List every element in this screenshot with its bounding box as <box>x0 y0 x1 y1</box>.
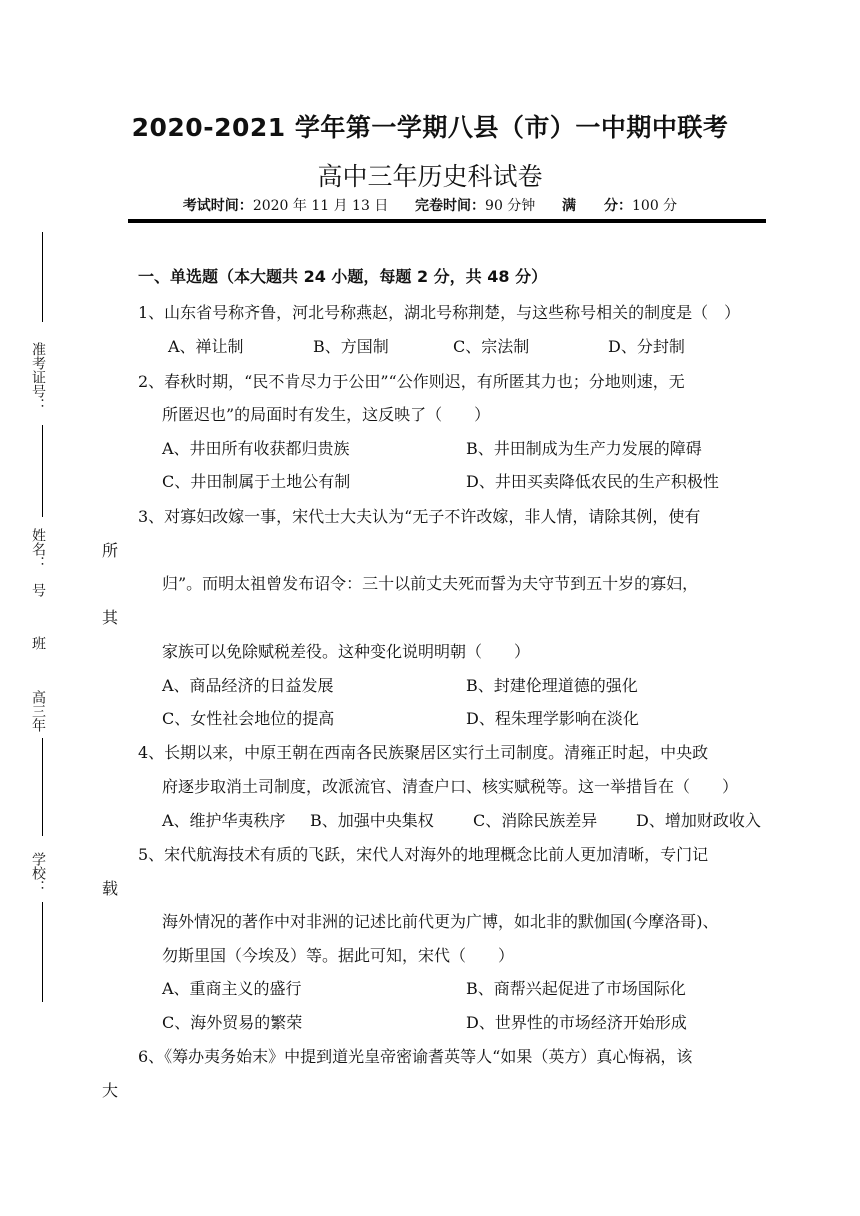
question-2-stem-line2: 所匿迟也”的局面时有发生，这反映了（ ） <box>162 405 491 424</box>
question-3-option-a: A、商品经济的日益发展 <box>162 676 334 695</box>
question-3-stem-overflow2: 其 <box>102 608 119 627</box>
question-1-option-b: B、方国制 <box>313 337 389 356</box>
question-2-option-b: B、井田制成为生产力发展的障碍 <box>466 439 702 458</box>
exam-info <box>0 195 860 215</box>
question-1-option-a: A、禅让制 <box>168 337 244 356</box>
duration-label: 完卷时间： <box>415 198 486 214</box>
exam-time-value: 2020 年 11 月 13 日 <box>252 198 389 214</box>
question-4-stem-line1: 4、长期以来，中原王朝在西南各民族聚居区实行土司制度。清雍正时起，中央政 <box>138 743 709 762</box>
question-4-option-c: C、消除民族差异 <box>473 811 598 830</box>
sidebar-line <box>42 425 43 517</box>
sidebar-number-label: 号 <box>30 583 46 597</box>
question-2-option-a: A、井田所有收获都归贵族 <box>162 439 350 458</box>
exam-time-label: 考试时间： <box>182 198 253 214</box>
exam-subtitle: 高中三年历史科试卷 <box>317 162 543 191</box>
question-5-option-a: A、重商主义的盛行 <box>162 979 302 998</box>
question-3-stem-overflow1: 所 <box>102 541 119 560</box>
question-4-option-d: D、增加财政收入 <box>636 811 761 830</box>
score-label: 满 分： <box>562 198 632 214</box>
question-5-option-c: C、海外贸易的繁荣 <box>162 1013 303 1032</box>
duration-value: 90 分钟 <box>485 198 536 214</box>
sidebar-school-label: 学校： <box>30 852 46 894</box>
question-4-option-b: B、加强中央集权 <box>310 811 434 830</box>
question-2-option-c: C、井田制属于土地公有制 <box>162 472 351 491</box>
question-5-stem-overflow1: 载 <box>102 879 119 898</box>
question-2-stem-line1: 2、春秋时期，“民不肯尽力于公田”“公作则迟，有所匿其力也；分地则速，无 <box>138 372 685 391</box>
question-5-option-d: D、世界性的市场经济开始形成 <box>466 1013 687 1032</box>
section-title: 一、单选题（本大题共 24 小题，每题 2 分，共 48 分） <box>138 267 548 286</box>
sidebar-grade-label: 高三年 <box>30 690 46 732</box>
question-3-option-c: C、女性社会地位的提高 <box>162 709 335 728</box>
sidebar-line <box>42 232 43 322</box>
sidebar-exam-number-label: 准考证号： <box>30 342 46 412</box>
question-3-stem-line2: 归”。而明太祖曾发布诏令：三十以前丈夫死而誓为夫守节到五十岁的寡妇， <box>162 574 699 593</box>
question-2-option-d: D、井田买卖降低农民的生产积极性 <box>466 472 719 491</box>
question-5-stem-line3: 勿斯里国（今埃及）等。据此可知，宋代（ ） <box>162 946 515 965</box>
question-4-option-a: A、维护华夷秩序 <box>162 811 286 830</box>
question-5-stem-line1: 5、宋代航海技术有质的飞跃，宋代人对海外的地理概念比前人更加清晰，专门记 <box>138 845 709 864</box>
question-3-option-b: B、封建伦理道德的强化 <box>466 676 638 695</box>
question-4-stem-line2: 府逐步取消土司制度，改派流官、清查户口、核实赋税等。这一举措旨在（ ） <box>162 777 739 796</box>
question-1-option-d: D、分封制 <box>608 337 685 356</box>
question-6-stem-overflow1: 大 <box>102 1081 119 1100</box>
score-value: 100 分 <box>632 198 678 214</box>
question-3-stem-line3: 家族可以免除赋税差役。这种变化说明明朝（ ） <box>162 642 531 661</box>
sidebar-line <box>42 902 43 1002</box>
question-3-option-d: D、程朱理学影响在淡化 <box>466 709 639 728</box>
header-rule <box>128 219 766 223</box>
exam-title: 2020-2021 学年第一学期八县（市）一中期中联考 <box>131 113 729 142</box>
sidebar-class-label: 班 <box>30 636 46 650</box>
sidebar-line <box>42 738 43 836</box>
question-5-option-b: B、商帮兴起促进了市场国际化 <box>466 979 686 998</box>
question-1-option-c: C、宗法制 <box>453 337 530 356</box>
question-6-stem-line1: 6、《筹办夷务始末》中提到道光皇帝密谕耆英等人“如果（英方）真心悔祸，该 <box>138 1047 693 1066</box>
question-3-stem-line1: 3、对寡妇改嫁一事，宋代士大夫认为“无子不许改嫁，非人情，请除其例，使有 <box>138 507 701 526</box>
question-1-stem: 1、山东省号称齐鲁，河北号称燕赵，湖北号称荆楚，与这些称号相关的制度是（ ） <box>138 303 741 322</box>
question-5-stem-line2: 海外情况的著作中对非洲的记述比前代更为广博，如北非的默伽国(今摩洛哥)、 <box>162 912 719 931</box>
sidebar-name-label: 姓名： <box>30 528 46 570</box>
